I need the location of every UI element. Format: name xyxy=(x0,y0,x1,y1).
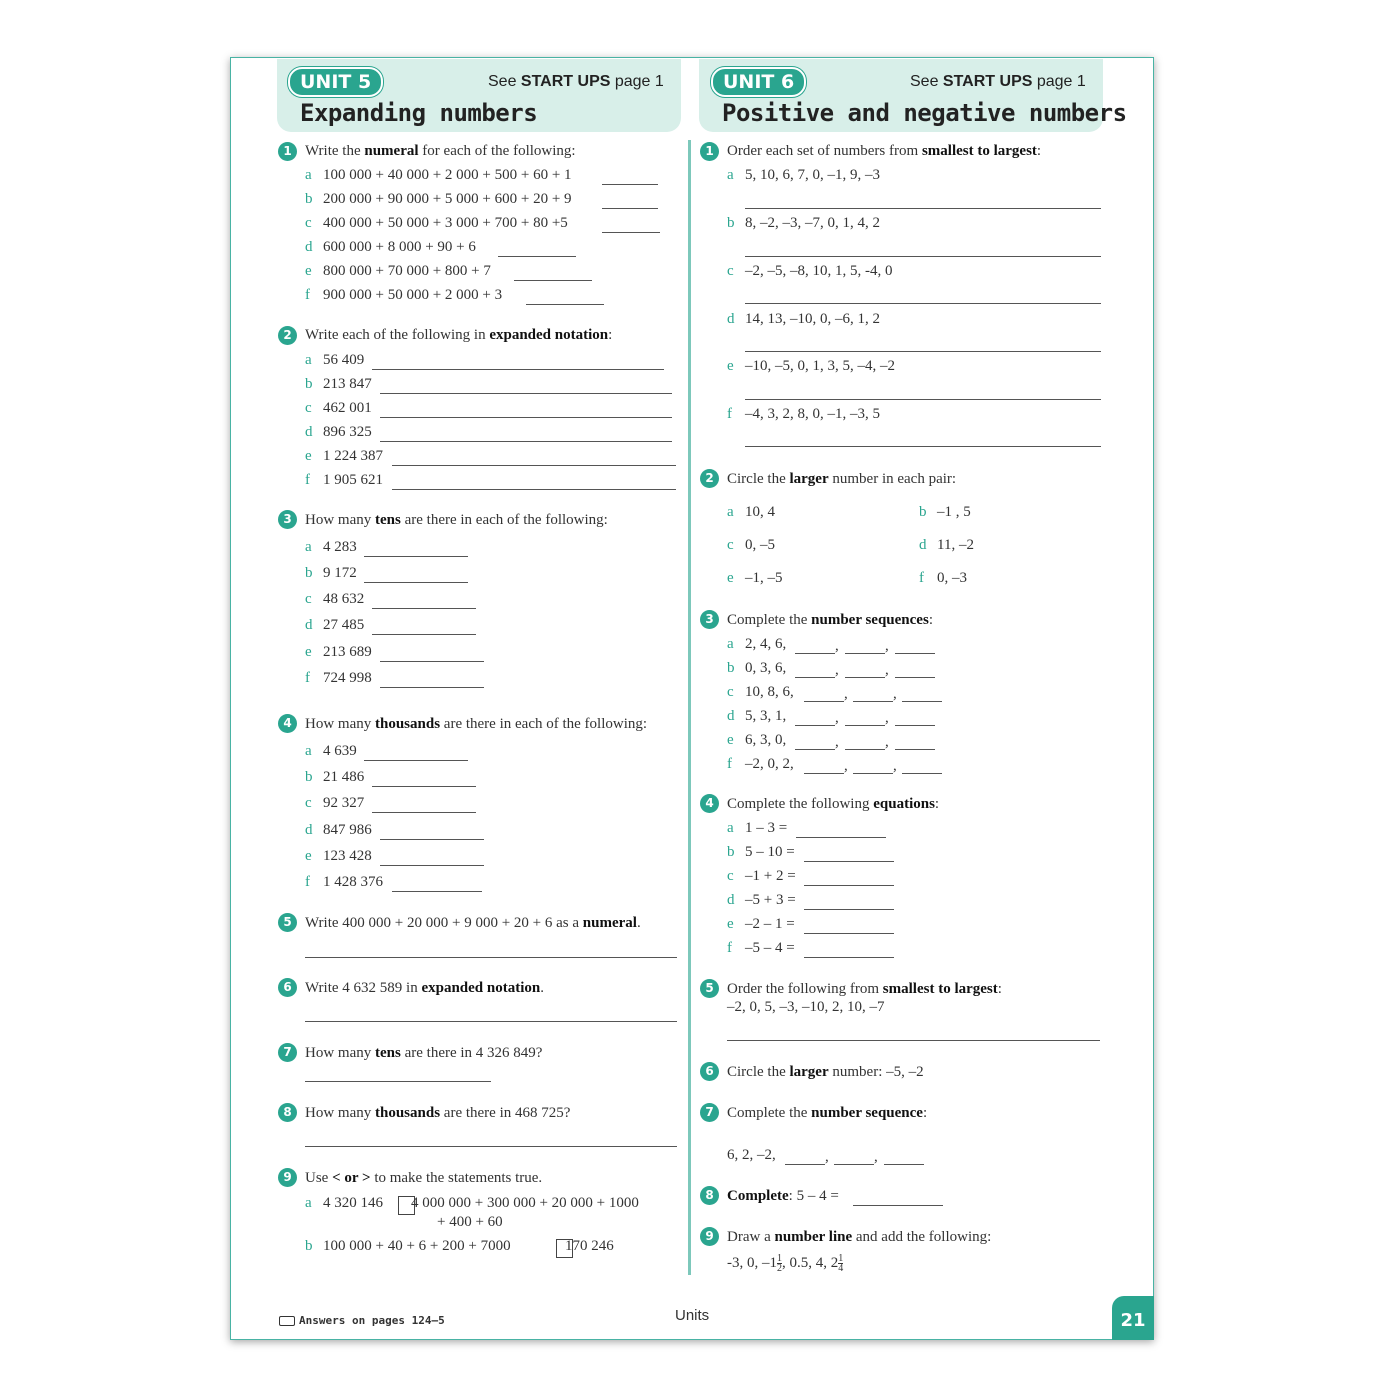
sequence-start: 6, 2, –2, xyxy=(727,1147,776,1163)
page-number: 21 xyxy=(1112,1296,1154,1340)
answer-line[interactable] xyxy=(392,891,482,892)
sequence-blank[interactable] xyxy=(795,677,835,678)
list-item: c 400 000 + 50 000 + 3 000 + 700 + 80 +5 xyxy=(305,215,568,231)
question-number: 4 xyxy=(700,794,719,813)
question-number: 8 xyxy=(700,1186,719,1205)
comma: , xyxy=(844,758,848,774)
pair-item[interactable]: d 11, –2 xyxy=(919,537,974,553)
question-text: How many tens are there in 4 326 849? xyxy=(305,1045,543,1061)
number-line-values: -3, 0, –1 $\frac{1}{2}$ , 0.5, 4, 2 $\frac{1}{4}$ xyxy=(727,1253,844,1274)
question-number: 4 xyxy=(278,714,297,733)
answer-line[interactable] xyxy=(305,957,677,958)
list-item: a 56 409 xyxy=(305,352,365,368)
list-item: f 1 428 376 xyxy=(305,874,383,890)
answer-line[interactable] xyxy=(745,399,1101,400)
question-text: Order each set of numbers from smallest to largest: xyxy=(727,143,1042,159)
question-number: 2 xyxy=(700,469,719,488)
answer-line[interactable] xyxy=(498,256,576,257)
sequence-blank[interactable] xyxy=(853,701,893,702)
list-item: d 5, 3, 1, xyxy=(727,708,787,724)
answer-line[interactable] xyxy=(804,885,894,886)
question-text: How many thousands are there in each of the following: xyxy=(305,716,648,732)
answer-line[interactable] xyxy=(796,837,886,838)
answer-line[interactable] xyxy=(372,369,664,370)
comma: , xyxy=(893,758,897,774)
sequence-blank[interactable] xyxy=(902,773,942,774)
list-item: a 5, 10, 6, 7, 0, –1, 9, –3 xyxy=(727,167,880,183)
sequence-blank[interactable] xyxy=(845,725,885,726)
list-item: a 4 639 xyxy=(305,743,357,759)
comma: , xyxy=(885,638,889,654)
list-item: e 6, 3, 0, xyxy=(727,732,787,748)
comma: , xyxy=(885,662,889,678)
sequence-blank[interactable] xyxy=(895,725,935,726)
question-text: Complete: 5 – 4 = xyxy=(727,1188,839,1204)
sequence-blank[interactable] xyxy=(895,749,935,750)
answer-line[interactable] xyxy=(745,256,1101,257)
answer-line[interactable] xyxy=(602,184,658,185)
question-number: 9 xyxy=(700,1227,719,1246)
question-number: 7 xyxy=(700,1103,719,1122)
unit6-title: Positive and negative numbers xyxy=(722,99,1127,127)
list-item: c 92 327 xyxy=(305,795,365,811)
question-values: –2, 0, 5, –3, –10, 2, 10, –7 xyxy=(727,999,885,1015)
list-item: b 21 486 xyxy=(305,769,365,785)
unit5-see-startups: See START UPS page 1 xyxy=(488,73,664,90)
question-text: Write each of the following in expanded notation: xyxy=(305,327,613,343)
sequence-blank[interactable] xyxy=(795,653,835,654)
answer-line[interactable] xyxy=(380,417,672,418)
list-item: d 847 986 xyxy=(305,822,372,838)
question-text: Write 4 632 589 in expanded notation. xyxy=(305,980,544,996)
sequence-blank[interactable] xyxy=(895,677,935,678)
question-text: Use < or > to make the statements true. xyxy=(305,1170,543,1186)
list-item: d 14, 13, –10, 0, –6, 1, 2 xyxy=(727,311,880,327)
column-divider xyxy=(688,140,691,1275)
answer-line[interactable] xyxy=(380,865,484,866)
comma: , xyxy=(844,686,848,702)
list-item: a 1 – 3 = xyxy=(727,820,788,836)
sequence-blank[interactable] xyxy=(845,749,885,750)
question-number: 1 xyxy=(700,142,719,161)
question-text: Write the numeral for each of the following: xyxy=(305,143,576,159)
answer-line[interactable] xyxy=(745,446,1101,447)
comparison-rhs: 4 000 000 + 300 000 + 20 000 + 1000 xyxy=(411,1195,639,1211)
list-item: c 10, 8, 6, xyxy=(727,684,794,700)
sequence-blank[interactable] xyxy=(845,653,885,654)
question-number: 1 xyxy=(278,142,297,161)
answer-line[interactable] xyxy=(853,1205,943,1206)
sequence-blank[interactable] xyxy=(895,653,935,654)
question-text: How many tens are there in each of the following: xyxy=(305,512,608,528)
question-text: How many thousands are there in 468 725? xyxy=(305,1105,571,1121)
list-item: c 462 001 xyxy=(305,400,372,416)
list-item: e –10, –5, 0, 1, 3, 5, –4, –2 xyxy=(727,358,895,374)
pair-item[interactable]: f 0, –3 xyxy=(919,570,967,586)
comma: , xyxy=(893,686,897,702)
answer-line[interactable] xyxy=(602,208,658,209)
list-item: b 5 – 10 = xyxy=(727,844,795,860)
list-item: f –2, 0, 2, xyxy=(727,756,794,772)
list-item: d 600 000 + 8 000 + 90 + 6 xyxy=(305,239,476,255)
answer-line[interactable] xyxy=(364,556,468,557)
answer-line[interactable] xyxy=(305,1146,677,1147)
list-item: e 213 689 xyxy=(305,644,372,660)
list-item: d 896 325 xyxy=(305,424,372,440)
answer-line[interactable] xyxy=(727,1040,1100,1041)
question-number: 3 xyxy=(278,510,297,529)
question-number: 8 xyxy=(278,1103,297,1122)
question-number: 6 xyxy=(278,978,297,997)
list-item: d 27 485 xyxy=(305,617,365,633)
answer-line[interactable] xyxy=(380,393,672,394)
list-item: b 200 000 + 90 000 + 5 000 + 600 + 20 + 9 xyxy=(305,191,572,207)
unit6-see-startups: See START UPS page 1 xyxy=(910,73,1086,90)
answer-line[interactable] xyxy=(602,232,660,233)
list-item: d –5 + 3 = xyxy=(727,892,796,908)
answer-line[interactable] xyxy=(380,687,484,688)
pair-item[interactable]: a 10, 4 xyxy=(727,504,775,520)
list-item: b 213 847 xyxy=(305,376,372,392)
answer-line[interactable] xyxy=(372,812,476,813)
list-item: f –5 – 4 = xyxy=(727,940,795,956)
list-item: c –2, –5, –8, 10, 1, 5, -4, 0 xyxy=(727,263,893,279)
question-number: 6 xyxy=(700,1062,719,1081)
list-item: b 9 172 xyxy=(305,565,357,581)
answer-line[interactable] xyxy=(392,489,676,490)
answer-line[interactable] xyxy=(305,1021,677,1022)
question-number: 9 xyxy=(278,1168,297,1187)
question-text: Draw a number line and add the following: xyxy=(727,1229,992,1245)
list-item: e 1 224 387 xyxy=(305,448,383,464)
list-item: a 4 320 146 xyxy=(305,1195,383,1211)
pointing-hand-icon xyxy=(279,1316,295,1326)
answer-line[interactable] xyxy=(745,351,1101,352)
comma: , xyxy=(825,1149,829,1165)
comma: , xyxy=(885,734,889,750)
sequence-blank[interactable] xyxy=(834,1164,874,1165)
question-number: 5 xyxy=(700,979,719,998)
answer-line[interactable] xyxy=(526,304,604,305)
list-item: b 100 000 + 40 + 6 + 200 + 7000 xyxy=(305,1238,511,1254)
list-item: a 4 283 xyxy=(305,539,357,555)
answer-line[interactable] xyxy=(745,208,1101,209)
sequence-blank[interactable] xyxy=(785,1164,825,1165)
question-text: Write 400 000 + 20 000 + 9 000 + 20 + 6 as a numeral. xyxy=(305,915,641,931)
answer-line[interactable] xyxy=(804,861,894,862)
answer-line[interactable] xyxy=(364,760,468,761)
answer-line[interactable] xyxy=(804,933,894,934)
answer-line[interactable] xyxy=(372,608,476,609)
comma: , xyxy=(835,638,839,654)
list-item: f 900 000 + 50 000 + 2 000 + 3 xyxy=(305,287,503,303)
pair-item[interactable]: c 0, –5 xyxy=(727,537,775,553)
answer-line[interactable] xyxy=(305,1081,491,1082)
list-item: e 800 000 + 70 000 + 800 + 7 xyxy=(305,263,491,279)
question-text: Order the following from smallest to largest: xyxy=(727,981,1002,997)
question-text: Complete the number sequences: xyxy=(727,612,933,628)
answer-line[interactable] xyxy=(380,661,484,662)
unit5-badge: UNIT 5 xyxy=(288,67,383,97)
list-item: f –4, 3, 2, 8, 0, –1, –3, 5 xyxy=(727,406,880,422)
sequence-blank[interactable] xyxy=(853,773,893,774)
question-text: Circle the larger number in each pair: xyxy=(727,471,957,487)
unit5-title: Expanding numbers xyxy=(300,99,538,127)
list-item: c 48 632 xyxy=(305,591,365,607)
list-item: f 1 905 621 xyxy=(305,472,383,488)
list-item: a 2, 4, 6, xyxy=(727,636,787,652)
comma: , xyxy=(835,662,839,678)
answers-reference: Answers on pages 124–5 xyxy=(279,1314,445,1327)
sequence-blank[interactable] xyxy=(795,725,835,726)
answer-line[interactable] xyxy=(392,465,676,466)
list-item: e –2 – 1 = xyxy=(727,916,795,932)
fraction-quarter: $\frac{1}{4}$ xyxy=(838,1253,844,1274)
sequence-blank[interactable] xyxy=(795,749,835,750)
question-number: 2 xyxy=(278,326,297,345)
comma: , xyxy=(874,1149,878,1165)
unit6-badge: UNIT 6 xyxy=(711,67,806,97)
list-item: b 8, –2, –3, –7, 0, 1, 4, 2 xyxy=(727,215,880,231)
question-number: 7 xyxy=(278,1043,297,1062)
answer-line[interactable] xyxy=(380,441,672,442)
comparison-rhs-cont: + 400 + 60 xyxy=(437,1214,503,1230)
question-number: 3 xyxy=(700,610,719,629)
comma: , xyxy=(835,734,839,750)
sequence-blank[interactable] xyxy=(902,701,942,702)
answer-line[interactable] xyxy=(372,634,476,635)
list-item: c –1 + 2 = xyxy=(727,868,796,884)
sequence-blank[interactable] xyxy=(804,773,844,774)
pair-item[interactable]: e –1, –5 xyxy=(727,570,783,586)
sequence-blank[interactable] xyxy=(804,701,844,702)
question-text: Circle the larger number: –5, –2 xyxy=(727,1064,924,1080)
comma: , xyxy=(885,710,889,726)
question-text: Complete the following equations: xyxy=(727,796,940,812)
answer-line[interactable] xyxy=(364,582,468,583)
list-item: e 123 428 xyxy=(305,848,372,864)
fraction-half: $\frac{1}{2}$ xyxy=(777,1253,782,1274)
list-item: a 100 000 + 40 000 + 2 000 + 500 + 60 + 1 xyxy=(305,167,572,183)
sequence-blank[interactable] xyxy=(884,1164,924,1165)
comma: , xyxy=(835,710,839,726)
question-number: 5 xyxy=(278,913,297,932)
answer-line[interactable] xyxy=(745,303,1101,304)
sequence-blank[interactable] xyxy=(845,677,885,678)
pair-item[interactable]: b –1 , 5 xyxy=(919,504,971,520)
answer-line[interactable] xyxy=(804,957,894,958)
list-item: f 724 998 xyxy=(305,670,372,686)
question-text: Complete the number sequence: xyxy=(727,1105,928,1121)
answer-line[interactable] xyxy=(372,786,476,787)
section-label: Units xyxy=(675,1307,710,1324)
answer-line[interactable] xyxy=(514,280,592,281)
answer-line[interactable] xyxy=(804,909,894,910)
list-item: b 0, 3, 6, xyxy=(727,660,787,676)
answer-line[interactable] xyxy=(380,839,484,840)
comparison-rhs: 170 246 xyxy=(565,1238,614,1254)
